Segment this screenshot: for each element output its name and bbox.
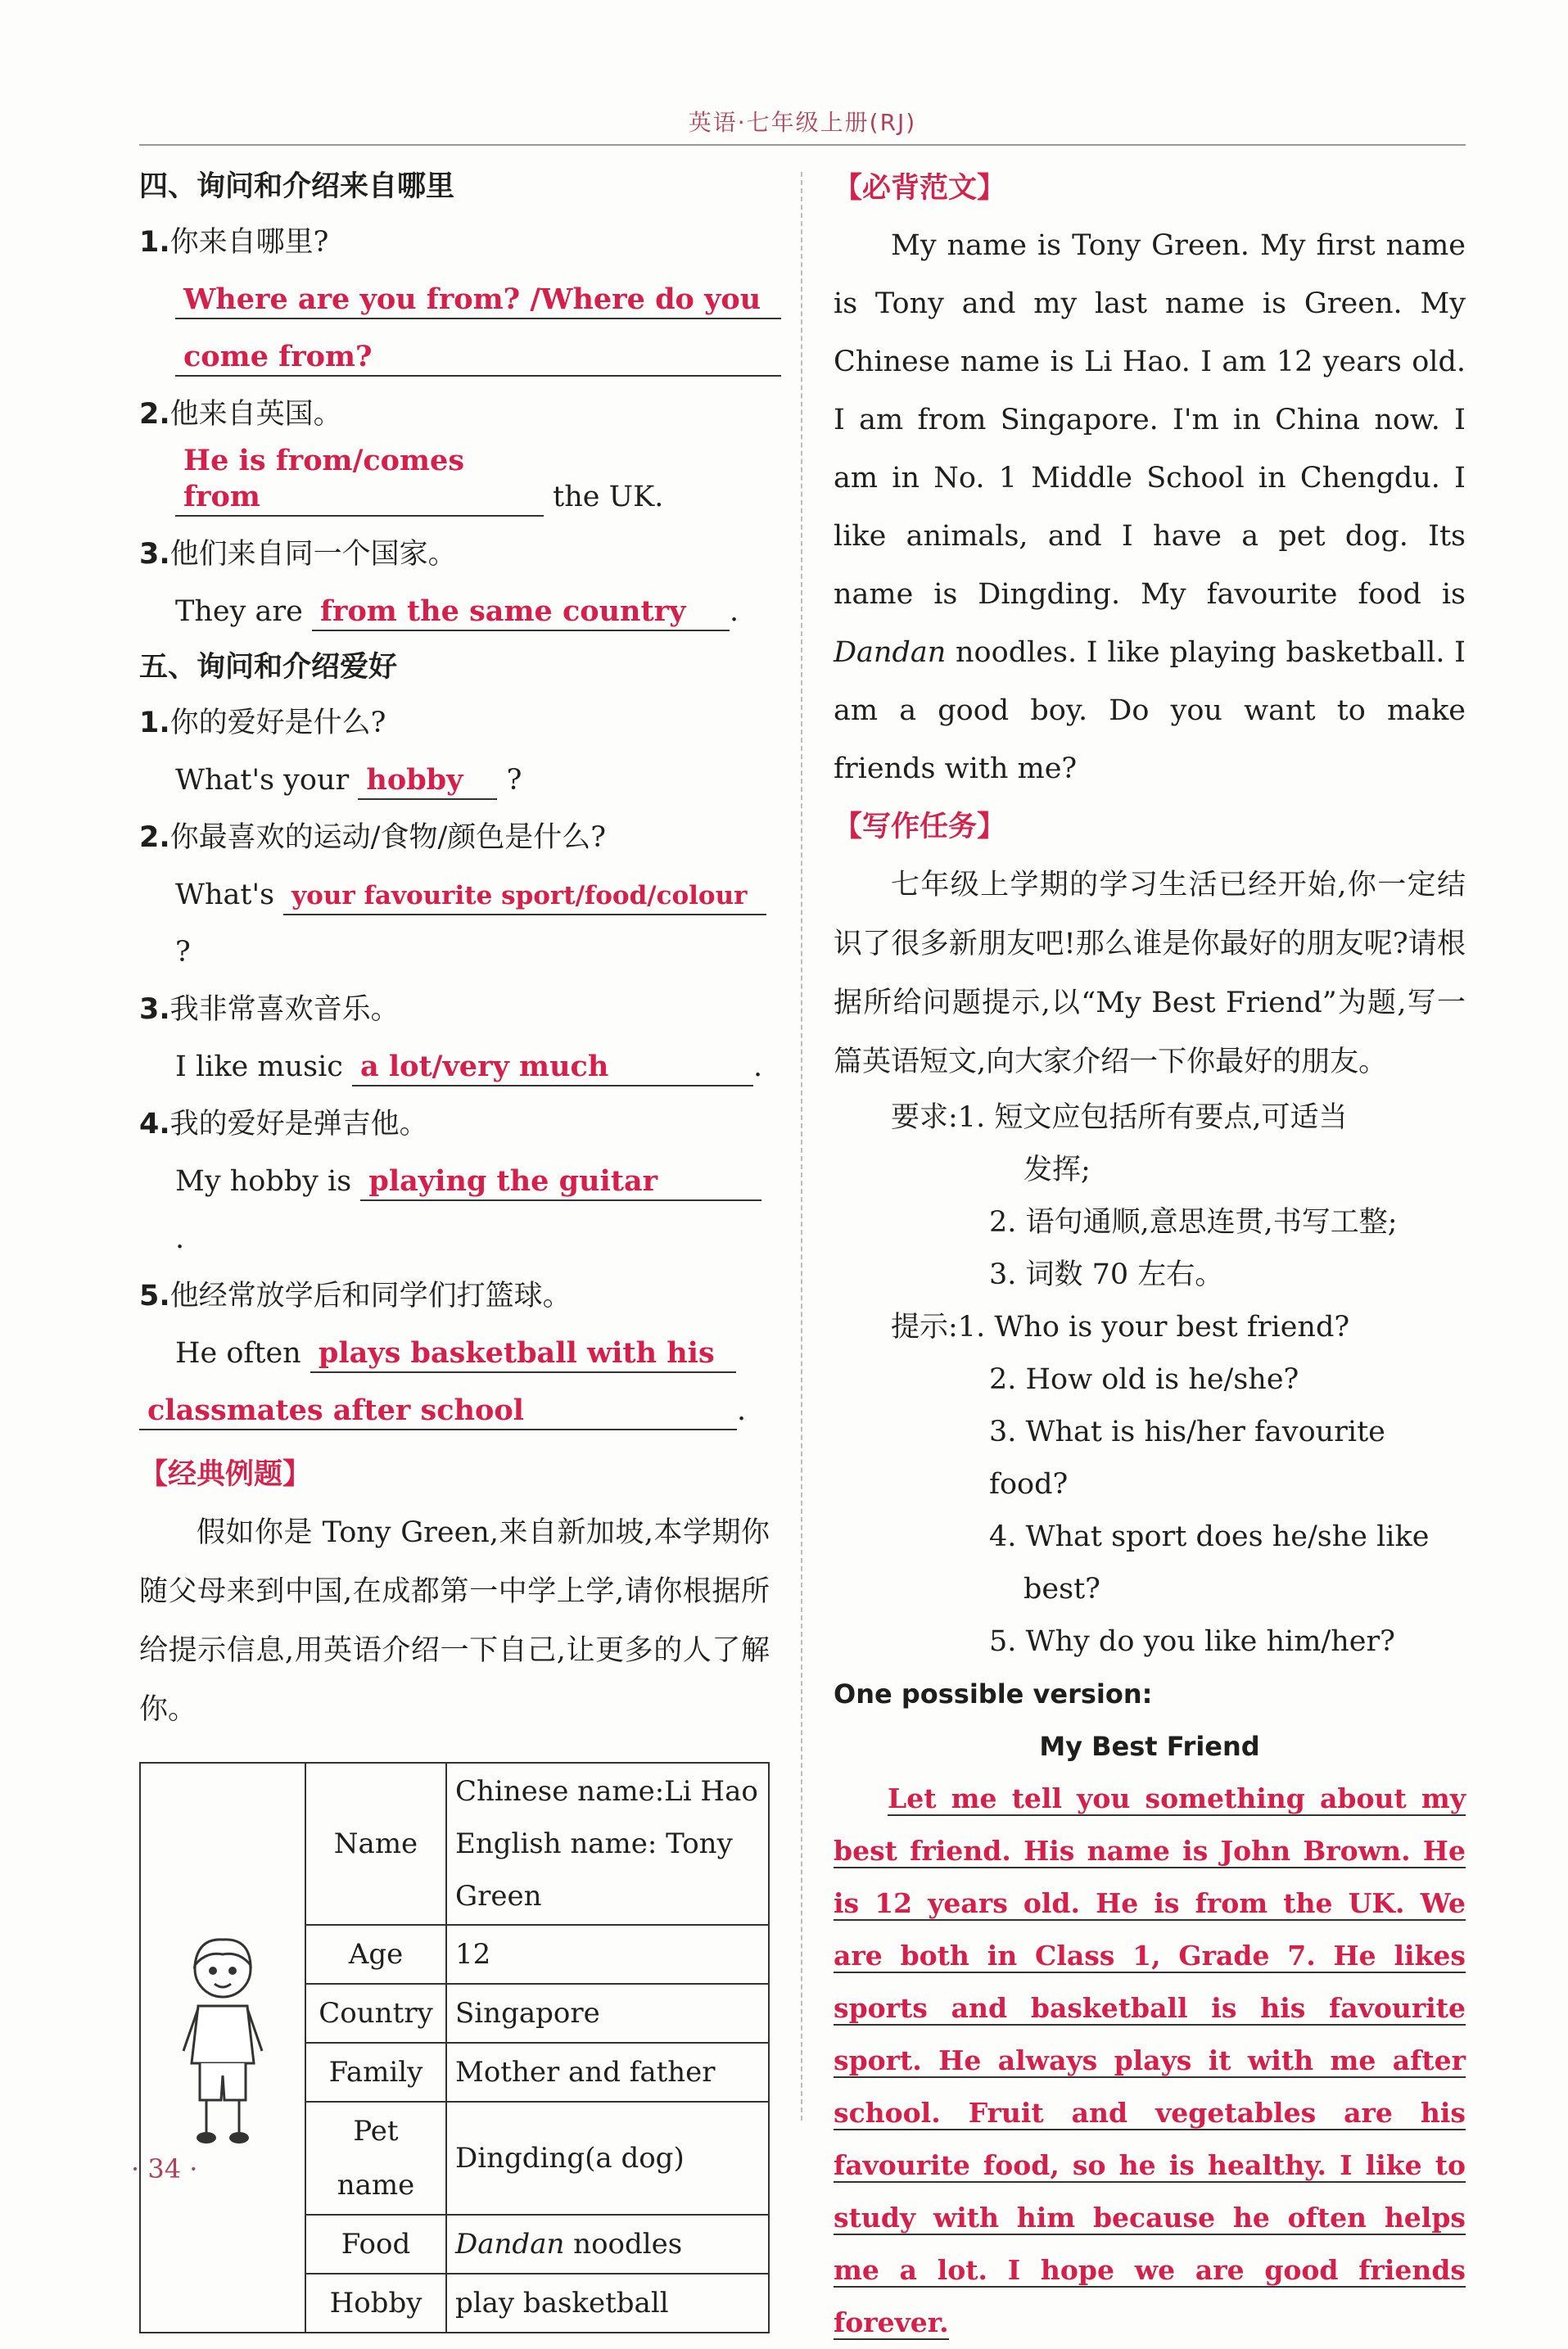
task-tag: 【写作任务】 [834, 811, 1006, 843]
row-value [446, 2215, 769, 2274]
info-table [139, 1762, 770, 2333]
model-text-italic: Dandan [834, 636, 947, 669]
hint-row [891, 1301, 1466, 1353]
food-italic: Dandan [455, 2228, 565, 2261]
hint-label: 提示: [891, 1311, 958, 1344]
hint-item: 5. Why do you like him/her? [989, 1625, 1395, 1658]
question-text: 你来自哪里? [169, 226, 329, 259]
answer-line [175, 271, 770, 328]
hint-item: 2. How old is he/she? [989, 1363, 1299, 1396]
answer-blank: plays basketball with his [310, 1335, 736, 1373]
question [139, 1095, 770, 1153]
answer-line [175, 1325, 770, 1382]
food-rest: noodles [564, 2228, 683, 2261]
column-divider [801, 172, 802, 2121]
model-text-a: My name is Tony Green. My first name is Tony and my last name is Green. My Chinese name is Li Hao. I am 12 years old. I am from Singapore. I'm in China now. I am in No. 1 Middle School in Chengdu. I like animals, and I have a pet dog. Its name is Dingding. My favourite food is [834, 229, 1466, 611]
row-label: Age [305, 1925, 446, 1984]
boy-illustration-cell [140, 1763, 305, 2333]
row-label: Pet name [305, 2102, 446, 2215]
left-column [139, 160, 770, 2333]
requirement-item: 发挥; [1023, 1154, 1091, 1186]
question-text: 你最喜欢的运动/食物/颜色是什么? [169, 821, 607, 854]
english-name: English name: Tony Green [455, 1827, 733, 1913]
answer-line [139, 1382, 770, 1439]
requirement-item: 1. 短文应包括所有要点,可适当 [957, 1101, 1348, 1134]
row-value: Dingding(a dog) [446, 2102, 769, 2215]
right-column [834, 160, 1466, 2349]
example-tag: 【经典例题】 [139, 1458, 312, 1491]
answer-line [175, 866, 770, 981]
answer-prefix: What's your [175, 764, 350, 797]
question [139, 526, 770, 583]
name-value [446, 1763, 769, 1925]
page-number: · 34 · [131, 2153, 198, 2184]
hint-item: best? [1023, 1573, 1100, 1606]
row-value: Mother and father [446, 2043, 769, 2102]
model-text [834, 217, 1466, 798]
answer-prefix: I like music [175, 1050, 343, 1083]
answer-blank: from the same country [312, 594, 730, 631]
question-number: 1. [139, 226, 170, 259]
answer-prefix: What's [175, 879, 275, 911]
question-number: 3. [139, 993, 170, 1026]
essay-text [834, 1773, 1466, 2349]
example-text: 假如你是 Tony Green,来自新加坡,本学期你随父母来到中国,在成都第一中学上学,请你根据所给提示信息,用英语介绍一下自己,让更多的人了解你。 [139, 1516, 770, 1726]
answer-line [175, 583, 770, 640]
boy-illustration [174, 1928, 272, 2149]
answer-blank: a lot/very much [352, 1049, 753, 1086]
row-label: Hobby [305, 2274, 446, 2333]
question [139, 981, 770, 1038]
answer-line [175, 1038, 770, 1095]
answer-prefix: He often [175, 1337, 301, 1370]
header-title: 英语·七年级上册(RJ) [688, 109, 917, 136]
question-text: 我非常喜欢音乐。 [169, 993, 400, 1026]
question [139, 694, 770, 752]
answer-suffix: . [737, 1394, 747, 1427]
answer-suffix: . [753, 1050, 763, 1083]
answer-line [175, 1153, 770, 1267]
essay-body: Let me tell you something about my best friend. His name is John Brown. He is 12 years old. He is from the UK. We are both in Class 1, Grade 7. He likes sports and basketball is his favourite sport. He always plays it with me after school. Fruit and vegetables are his favourite food, so he is healthy. I like to study with him because he often helps me a lot. I hope we are good friends forever. [834, 1782, 1466, 2338]
answer-blank: your favourite sport/food/colour [283, 878, 766, 915]
question-number: 5. [139, 1280, 170, 1312]
answer-blank: playing the guitar [360, 1163, 761, 1201]
answer-blank: Where are you from? /Where do you [175, 282, 781, 319]
table-row [140, 1763, 769, 1925]
version-label: One possible version: [834, 1678, 1153, 1710]
hint-item: 4. What sport does he/she like [989, 1520, 1430, 1553]
section-4-title: 四、询问和介绍来自哪里 [139, 170, 455, 203]
essay-title: My Best Friend [1039, 1731, 1260, 1762]
page-header [139, 98, 1466, 146]
question [139, 386, 770, 443]
question-number: 2. [139, 398, 170, 431]
requirement-label: 要求: [891, 1101, 958, 1134]
answer-suffix: ? [506, 764, 522, 797]
answer-blank: He is from/comes from [175, 443, 544, 517]
answer-suffix: the UK. [553, 481, 664, 513]
answer-prefix: My hobby is [175, 1165, 352, 1198]
question-number: 3. [139, 538, 170, 571]
section-5-title: 五、询问和介绍爱好 [139, 651, 398, 684]
question-text: 你的爱好是什么? [169, 707, 386, 739]
answer-line [175, 752, 770, 809]
task-text: 七年级上学期的学习生活已经开始,你一定结识了很多新朋友吧!那么谁是你最好的朋友呢?请根据所给问题提示,以“My Best Friend”为题,写一篇英语短文,向大家介绍一下你最好的朋友。 [834, 869, 1466, 1078]
answer-suffix: . [175, 1222, 185, 1255]
model-text-b: noodles. I like playing basketball. I am a good boy. Do you want to make friends with me? [834, 636, 1466, 785]
requirement-row [891, 1091, 1466, 1144]
question-number: 4. [139, 1108, 170, 1141]
question [139, 809, 770, 866]
question-text: 我的爱好是弹吉他。 [169, 1108, 428, 1141]
question [139, 214, 770, 271]
row-label: Food [305, 2215, 446, 2274]
hint-item: 1. Who is your best friend? [957, 1311, 1350, 1344]
hint-item: 3. What is his/her favourite food? [989, 1416, 1385, 1501]
question [139, 1267, 770, 1325]
answer-prefix: They are [175, 595, 303, 628]
name-label: Name [305, 1763, 446, 1925]
answer-suffix: ? [175, 936, 191, 969]
answer-blank: come from? [175, 339, 781, 377]
row-value: play basketball [446, 2274, 769, 2333]
answer-suffix: . [729, 595, 739, 628]
requirement-item: 2. 语句通顺,意思连贯,书写工整; [989, 1206, 1398, 1239]
row-label: Family [305, 2043, 446, 2102]
answer-blank: classmates after school [139, 1393, 737, 1430]
question-number: 1. [139, 707, 170, 739]
answer-line [175, 328, 770, 386]
question-number: 2. [139, 821, 170, 854]
model-tag: 【必背范文】 [834, 172, 1006, 205]
requirement-item: 3. 词数 70 左右。 [989, 1258, 1224, 1291]
answer-line [175, 443, 770, 526]
row-value: 12 [446, 1925, 769, 1984]
answer-blank: hobby [358, 762, 497, 800]
row-label: Country [305, 1984, 446, 2043]
question-text: 他经常放学后和同学们打篮球。 [169, 1280, 572, 1312]
question-text: 他来自英国。 [169, 398, 342, 431]
chinese-name: Chinese name:Li Hao [455, 1775, 758, 1808]
question-text: 他们来自同一个国家。 [169, 538, 457, 571]
row-value: Singapore [446, 1984, 769, 2043]
